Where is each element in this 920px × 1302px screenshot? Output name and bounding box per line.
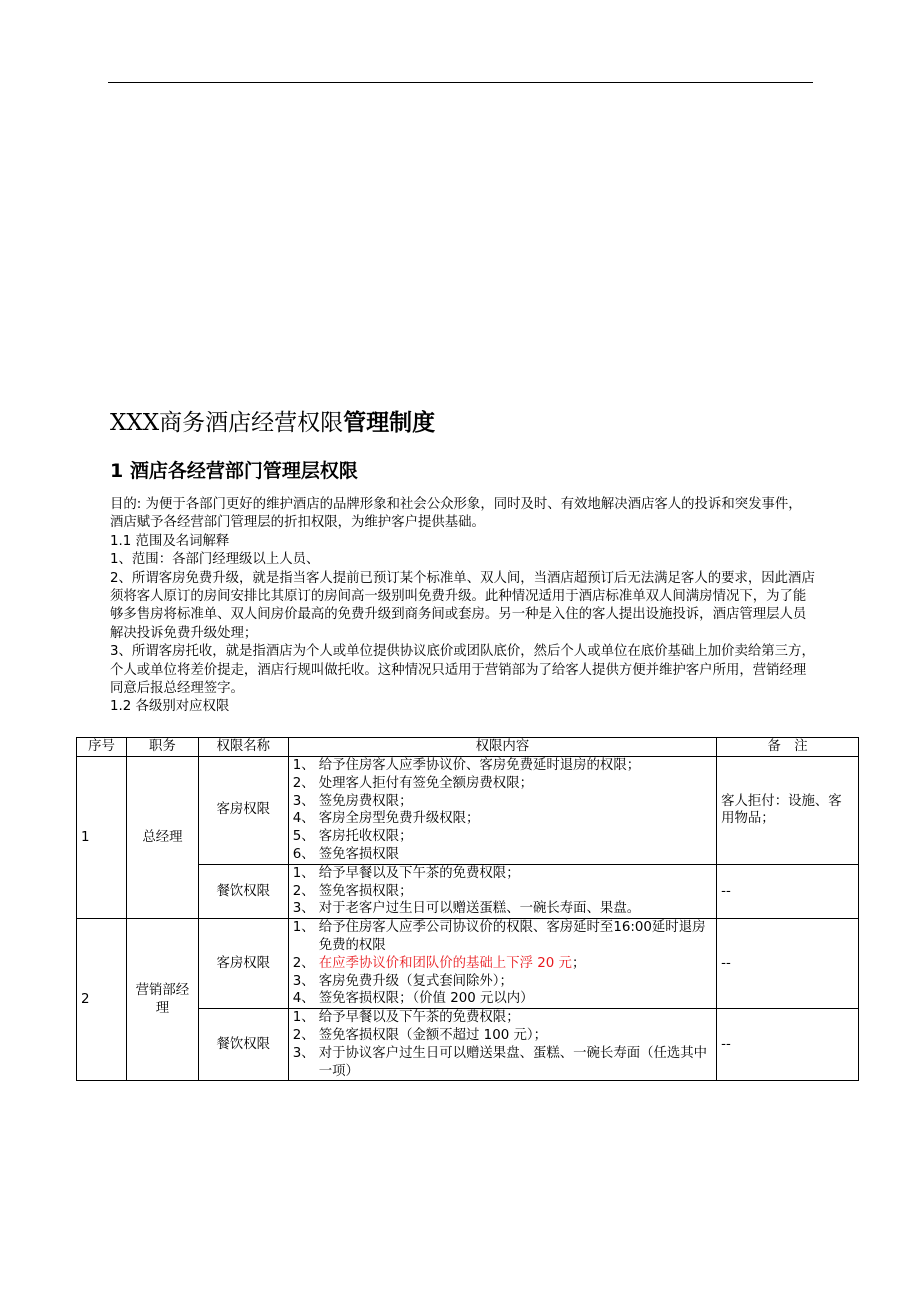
permission-name: 餐饮权限 bbox=[198, 864, 288, 918]
header-role: 职务 bbox=[126, 738, 198, 757]
row-role: 营销部经理 bbox=[126, 919, 198, 1081]
title-bold: 管理制度 bbox=[343, 410, 436, 436]
list-item: 2、 签免客损权限（金额不超过 100 元）； bbox=[292, 1027, 547, 1043]
table-header-row bbox=[77, 738, 859, 757]
title-prefix: XXX商务酒店经营权限 bbox=[110, 410, 344, 436]
list-item: 3、 对于协议客户过生日可以赠送果盘、蛋糕、一碗长寿面（任选其中一项） bbox=[292, 1045, 708, 1079]
consign-paragraph: 3、所谓客房托收，就是指酒店为个人或单位提供协议底价或团队底价，然后个人或单位在底价基础上加价卖给第三方，个人或单位将差价提走，酒店行规叫做托收。这种情况只适用于营销部为了给客人提供方便并维护客户所用，营销经理同意后报总经理签字。 bbox=[110, 644, 815, 697]
header-no: 序号 bbox=[77, 738, 127, 757]
list-item: 2、 签免客损权限； bbox=[292, 883, 413, 899]
scope-paragraph: 1、范围：各部门经理级以上人员、 bbox=[110, 552, 320, 568]
permission-content bbox=[288, 757, 716, 865]
remark-cell: -- bbox=[717, 864, 859, 918]
permission-content bbox=[288, 1009, 716, 1081]
table-row bbox=[77, 919, 859, 1009]
row-number: 2 bbox=[77, 919, 127, 1081]
list-item: 3、 客房免费升级（复式套间除外）； bbox=[292, 973, 513, 989]
section-heading: 1 酒店各经营部门管理层权限 bbox=[110, 460, 358, 482]
row-role: 总经理 bbox=[126, 757, 198, 919]
permission-content bbox=[288, 864, 716, 918]
list-item: 3、 签免房费权限； bbox=[292, 793, 413, 809]
permission-name: 客房权限 bbox=[198, 919, 288, 1009]
body-text bbox=[110, 496, 815, 717]
remark-cell: 客人拒付：设施、客用物品； bbox=[717, 757, 859, 865]
list-item: 4、 客房全房型免费升级权限； bbox=[292, 811, 480, 827]
list-item: 1、 给予早餐以及下午茶的免费权限； bbox=[292, 865, 520, 881]
subsection-heading: 1.1 范围及名词解释 bbox=[110, 533, 230, 549]
list-item: 5、 客房托收权限； bbox=[292, 829, 413, 845]
list-item: 2、 在应季协议价和团队价的基础上下浮 20 元； bbox=[292, 955, 586, 971]
header-perm-content: 权限内容 bbox=[288, 738, 716, 757]
list-item: 3、 对于老客户过生日可以赠送蛋糕、一碗长寿面、果盘。 bbox=[292, 901, 641, 917]
table-row bbox=[77, 757, 859, 865]
upgrade-paragraph: 2、所谓客房免费升级，就是指当客人提前已预订某个标准单、双人间，当酒店超预订后无法满足客人的要求，因此酒店须将客人原订的房间安排比其原订的房间高一级别叫免费升级。此种情况适用于酒店标准单双人间满房情况下，为了能够多售房将标准单、双人间房价最高的免费升级到商务间或套房。另一种是入住的客人提出设施投诉，酒店管理层人员解决投诉免费升级处理； bbox=[110, 570, 815, 641]
permission-content bbox=[288, 919, 716, 1009]
permissions-table bbox=[76, 737, 859, 1081]
list-item: 1、 给予住房客人应季协议价、客房免费延时退房的权限； bbox=[292, 758, 641, 773]
permission-name: 餐饮权限 bbox=[198, 1009, 288, 1081]
permission-name: 客房权限 bbox=[198, 757, 288, 865]
list-item: 1、 给予住房客人应季公司协议价的权限、客房延时至16:00延时退房免费的权限 bbox=[292, 920, 706, 953]
subsection-heading: 1.2 各级别对应权限 bbox=[110, 699, 230, 715]
list-item: 6、 签免客损权限 bbox=[292, 846, 400, 862]
list-item: 1、 给予早餐以及下午茶的免费权限； bbox=[292, 1010, 520, 1026]
remark-cell: -- bbox=[717, 1009, 859, 1081]
list-item: 2、 处理客人拒付有签免全额房费权限； bbox=[292, 775, 533, 791]
row-number: 1 bbox=[77, 757, 127, 919]
header-perm-name: 权限名称 bbox=[198, 738, 288, 757]
purpose-paragraph: 目的: 为便于各部门更好的维护酒店的品牌形象和社会公众形象，同时及时、有效地解决酒店客人的投诉和突发事件，酒店赋予各经营部门管理层的折扣权限，为维护客户提供基础。 bbox=[110, 497, 802, 531]
document-title bbox=[110, 407, 435, 439]
header-remark: 备 注 bbox=[717, 738, 859, 757]
remark-cell: -- bbox=[717, 919, 859, 1009]
highlighted-text: 在应季协议价和团队价的基础上下浮 20 元 bbox=[318, 955, 572, 971]
list-item: 4、 签免客损权限；（价值 200 元以内） bbox=[292, 991, 534, 1007]
header-rule bbox=[108, 82, 813, 83]
